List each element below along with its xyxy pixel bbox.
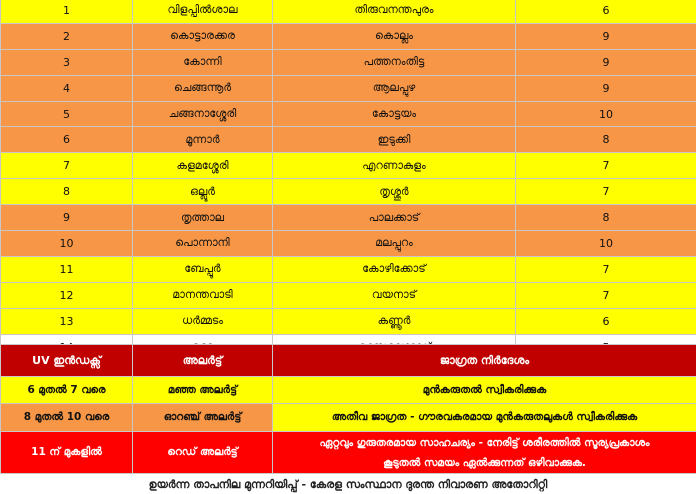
- uv-index-value: 7: [516, 153, 696, 179]
- uv-index-value: 10: [516, 101, 696, 127]
- uv-index-value: 9: [516, 23, 696, 49]
- footer-note: ഉയർന്ന താപനില മുന്നറിയിപ്പ് - കേരള സംസ്ഥാന ദുരന്ത നിവാരണ അതോറിറ്റി: [148, 478, 548, 491]
- district-name: പാലക്കാട്: [273, 205, 516, 231]
- uv-index-value: 8: [516, 127, 696, 153]
- station-name: മാനന്തവാടി: [133, 282, 273, 308]
- district-name: ഇടുക്കി: [273, 127, 516, 153]
- district-row: [1, 101, 696, 127]
- district-row: [1, 282, 696, 308]
- district-name: തൃശ്ശൂർ: [273, 179, 516, 205]
- row-number: 9: [1, 205, 133, 231]
- row-number: 5: [1, 101, 133, 127]
- district-name: കോഴിക്കോട്: [273, 256, 516, 282]
- legend-alert: മഞ്ഞ അലർട്ട്: [133, 377, 273, 404]
- legend-header-advice: ജാഗ്രത നിർദേശം: [273, 345, 696, 377]
- station-name: ഒല്ലൂർ: [133, 179, 273, 205]
- uv-index-value: 9: [516, 75, 696, 101]
- legend-row-red: [1, 432, 696, 474]
- district-row: [1, 153, 696, 179]
- district-name: തിരുവനന്തപുരം: [273, 0, 516, 23]
- district-row: [1, 75, 696, 101]
- uv-index-value: 10: [516, 231, 696, 257]
- station-name: ബേപ്പൂർ: [133, 256, 273, 282]
- uv-index-value: 7: [516, 179, 696, 205]
- uv-index-value: 9: [516, 49, 696, 75]
- legend-row-orange: [1, 404, 696, 432]
- row-number: 7: [1, 153, 133, 179]
- district-row: [1, 256, 696, 282]
- legend-advice: മുൻകരുതൽ സ്വീകരിക്കുക: [273, 377, 696, 404]
- station-name: തൃത്താല: [133, 205, 273, 231]
- district-row: [1, 205, 696, 231]
- legend-range: 11 ന് മുകളിൽ: [1, 432, 133, 474]
- station-name: കോന്നി: [133, 49, 273, 75]
- legend-alert: ഓറഞ്ച് അലർട്ട്: [133, 404, 273, 432]
- station-name: കൊട്ടാരക്കര: [133, 23, 273, 49]
- station-name: പൊന്നാനി: [133, 231, 273, 257]
- legend-header-row: [1, 345, 696, 377]
- legend-range: 6 മുതൽ 7 വരെ: [1, 377, 133, 404]
- row-number: 12: [1, 282, 133, 308]
- legend-advice: അതീവ ജാഗ്രത - ഗൗരവകരമായ മുൻകരുതലുകൾ സ്വീകരിക്കുക: [273, 404, 696, 432]
- station-name: മൂന്നാർ: [133, 127, 273, 153]
- district-table-body: [1, 0, 696, 360]
- district-row: [1, 308, 696, 334]
- station-name: വിളപ്പിൽശാല: [133, 0, 273, 23]
- row-number: 3: [1, 49, 133, 75]
- district-row: [1, 231, 696, 257]
- district-name: കണ്ണൂർ: [273, 308, 516, 334]
- district-row: [1, 23, 696, 49]
- legend-advice-line-2: കൂടുതൽ സമയം ഏൽക്കുന്നത് ഒഴിവാക്കുക.: [383, 456, 586, 469]
- uv-index-value: 6: [516, 0, 696, 23]
- row-number: 1: [1, 0, 133, 23]
- district-name: എറണാകുളം: [273, 153, 516, 179]
- district-name: കോട്ടയം: [273, 101, 516, 127]
- row-number: 13: [1, 308, 133, 334]
- district-row: [1, 0, 696, 23]
- row-number: 4: [1, 75, 133, 101]
- row-number: 10: [1, 231, 133, 257]
- station-name: കളമശ്ശേരി: [133, 153, 273, 179]
- district-row: [1, 127, 696, 153]
- district-row: [1, 179, 696, 205]
- row-number: 11: [1, 256, 133, 282]
- legend-advice-line-1: ഏറ്റവും ഗുരുതരമായ സാഹചര്യം - നേരിട്ട് ശരീരത്തിൽ സൂര്യപ്രകാശം: [319, 436, 650, 449]
- row-number: 2: [1, 23, 133, 49]
- station-name: ധർമ്മടം: [133, 308, 273, 334]
- district-name: ആലപ്പുഴ: [273, 75, 516, 101]
- uv-index-value: 6: [516, 308, 696, 334]
- uv-index-value: 7: [516, 282, 696, 308]
- district-name: മലപ്പുറം: [273, 231, 516, 257]
- legend-header-uv-index: UV ഇൻഡക്സ്: [1, 345, 133, 377]
- legend-header-alert: അലർട്ട്: [133, 345, 273, 377]
- legend-range: 8 മുതൽ 10 വരെ: [1, 404, 133, 432]
- row-number: 6: [1, 127, 133, 153]
- row-number: 8: [1, 179, 133, 205]
- district-name: കൊല്ലം: [273, 23, 516, 49]
- uv-alert-legend-table: [0, 344, 696, 474]
- uv-index-value: 8: [516, 205, 696, 231]
- uv-index-value: 7: [516, 256, 696, 282]
- district-row: [1, 49, 696, 75]
- district-name: വയനാട്: [273, 282, 516, 308]
- legend-advice: [273, 432, 696, 474]
- legend-row-yellow: [1, 377, 696, 404]
- district-name: പത്തനംതിട്ട: [273, 49, 516, 75]
- station-name: ചങ്ങനാശ്ശേരി: [133, 101, 273, 127]
- station-name: ചെങ്ങന്നൂർ: [133, 75, 273, 101]
- legend-alert: റെഡ് അലർട്ട്: [133, 432, 273, 474]
